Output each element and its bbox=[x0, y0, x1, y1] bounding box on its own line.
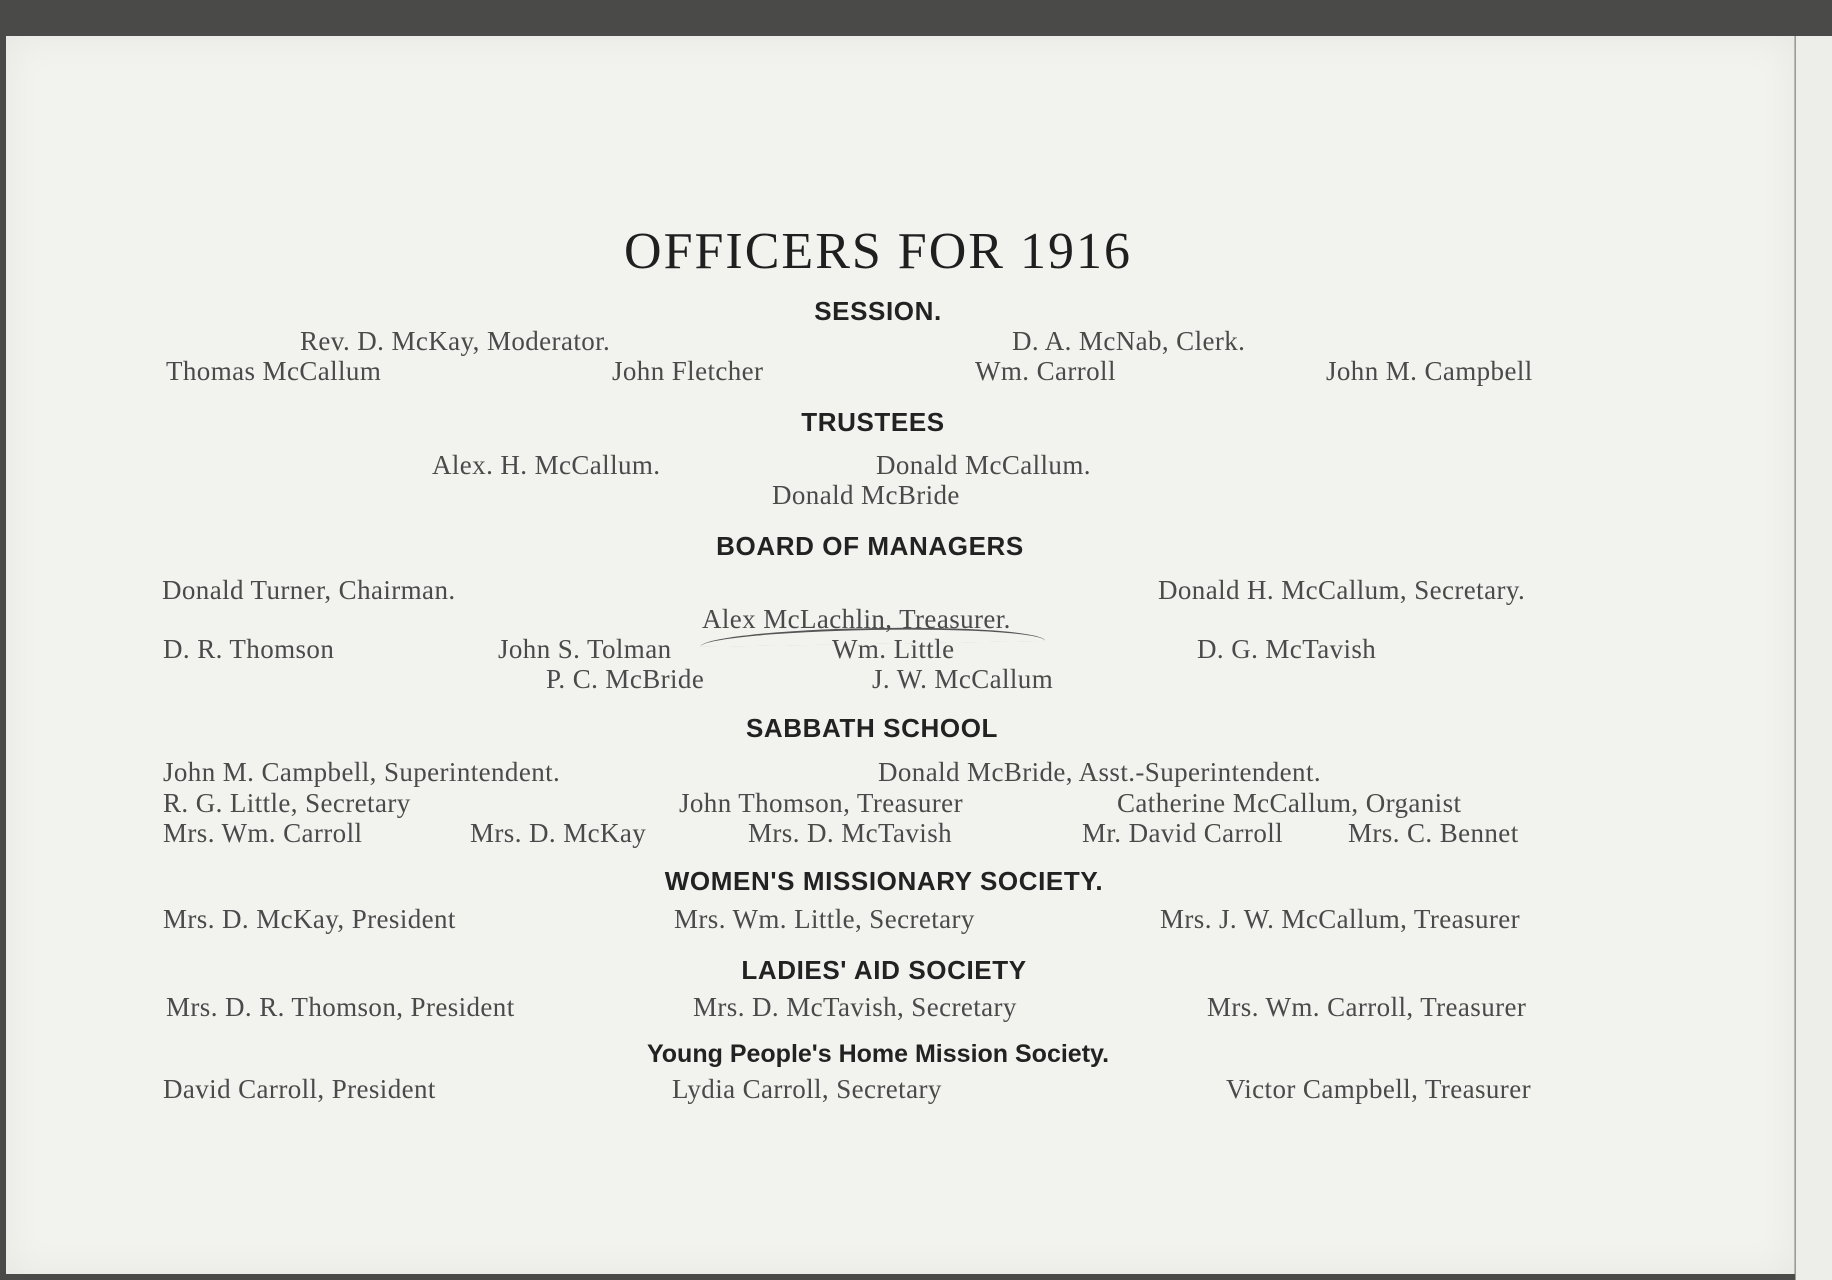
page-fold bbox=[1795, 36, 1832, 1280]
board-treasurer: Alex McLachlin, Treasurer. bbox=[702, 604, 1011, 634]
sabbath-teacher: Mrs. D. McKay bbox=[470, 818, 647, 848]
ladies-secretary: Mrs. D. McTavish, Secretary bbox=[693, 992, 1017, 1022]
board-member: P. C. McBride bbox=[546, 664, 705, 694]
sabbath-treasurer: John Thomson, Treasurer bbox=[679, 788, 963, 818]
trustee: Donald McBride bbox=[772, 480, 960, 510]
wms-heading: WOMEN'S MISSIONARY SOCIETY. bbox=[664, 866, 1104, 896]
session-heading: SESSION. bbox=[814, 296, 942, 326]
board-chairman: Donald Turner, Chairman. bbox=[162, 575, 456, 605]
session-member: John Fletcher bbox=[612, 356, 764, 386]
trustees-heading: TRUSTEES bbox=[801, 407, 945, 437]
session-moderator: Rev. D. McKay, Moderator. bbox=[300, 326, 611, 356]
yp-president: David Carroll, President bbox=[163, 1074, 436, 1104]
wms-treasurer: Mrs. J. W. McCallum, Treasurer bbox=[1160, 904, 1521, 934]
session-clerk: D. A. McNab, Clerk. bbox=[1012, 326, 1246, 356]
sabbath-organist: Catherine McCallum, Organist bbox=[1117, 788, 1462, 818]
yp-heading: Young People's Home Mission Society. bbox=[646, 1040, 1110, 1068]
yp-secretary: Lydia Carroll, Secretary bbox=[672, 1074, 942, 1104]
board-secretary: Donald H. McCallum, Secretary. bbox=[1158, 575, 1526, 605]
board-member: Wm. Little bbox=[832, 634, 955, 664]
board-member: John S. Tolman bbox=[498, 634, 672, 664]
ladies-heading: LADIES' AID SOCIETY bbox=[741, 955, 1027, 985]
board-member: D. R. Thomson bbox=[163, 634, 335, 664]
sabbath-asst-superintendent: Donald McBride, Asst.-Superintendent. bbox=[878, 757, 1321, 787]
board-member: D. G. McTavish bbox=[1197, 634, 1377, 664]
sabbath-heading: SABBATH SCHOOL bbox=[745, 713, 999, 743]
sabbath-teacher: Mrs. C. Bennet bbox=[1348, 818, 1519, 848]
sabbath-superintendent: John M. Campbell, Superintendent. bbox=[163, 757, 561, 787]
wms-secretary: Mrs. Wm. Little, Secretary bbox=[674, 904, 975, 934]
yp-treasurer: Victor Campbell, Treasurer bbox=[1226, 1074, 1531, 1104]
sabbath-teacher: Mrs. Wm. Carroll bbox=[163, 818, 363, 848]
ladies-treasurer: Mrs. Wm. Carroll, Treasurer bbox=[1207, 992, 1527, 1022]
wms-president: Mrs. D. McKay, President bbox=[163, 904, 456, 934]
board-member: J. W. McCallum bbox=[872, 664, 1054, 694]
sabbath-teacher: Mr. David Carroll bbox=[1082, 818, 1284, 848]
ladies-president: Mrs. D. R. Thomson, President bbox=[166, 992, 515, 1022]
board-heading: BOARD OF MANAGERS bbox=[716, 531, 1024, 561]
page-title: OFFICERS FOR 1916 bbox=[624, 223, 1132, 280]
trustee: Donald McCallum. bbox=[876, 450, 1091, 480]
sabbath-teacher: Mrs. D. McTavish bbox=[748, 818, 952, 848]
session-member: Wm. Carroll bbox=[975, 356, 1116, 386]
trustee: Alex. H. McCallum. bbox=[432, 450, 661, 480]
session-member: John M. Campbell bbox=[1326, 356, 1533, 386]
sabbath-secretary: R. G. Little, Secretary bbox=[163, 788, 411, 818]
session-member: Thomas McCallum bbox=[166, 356, 382, 386]
